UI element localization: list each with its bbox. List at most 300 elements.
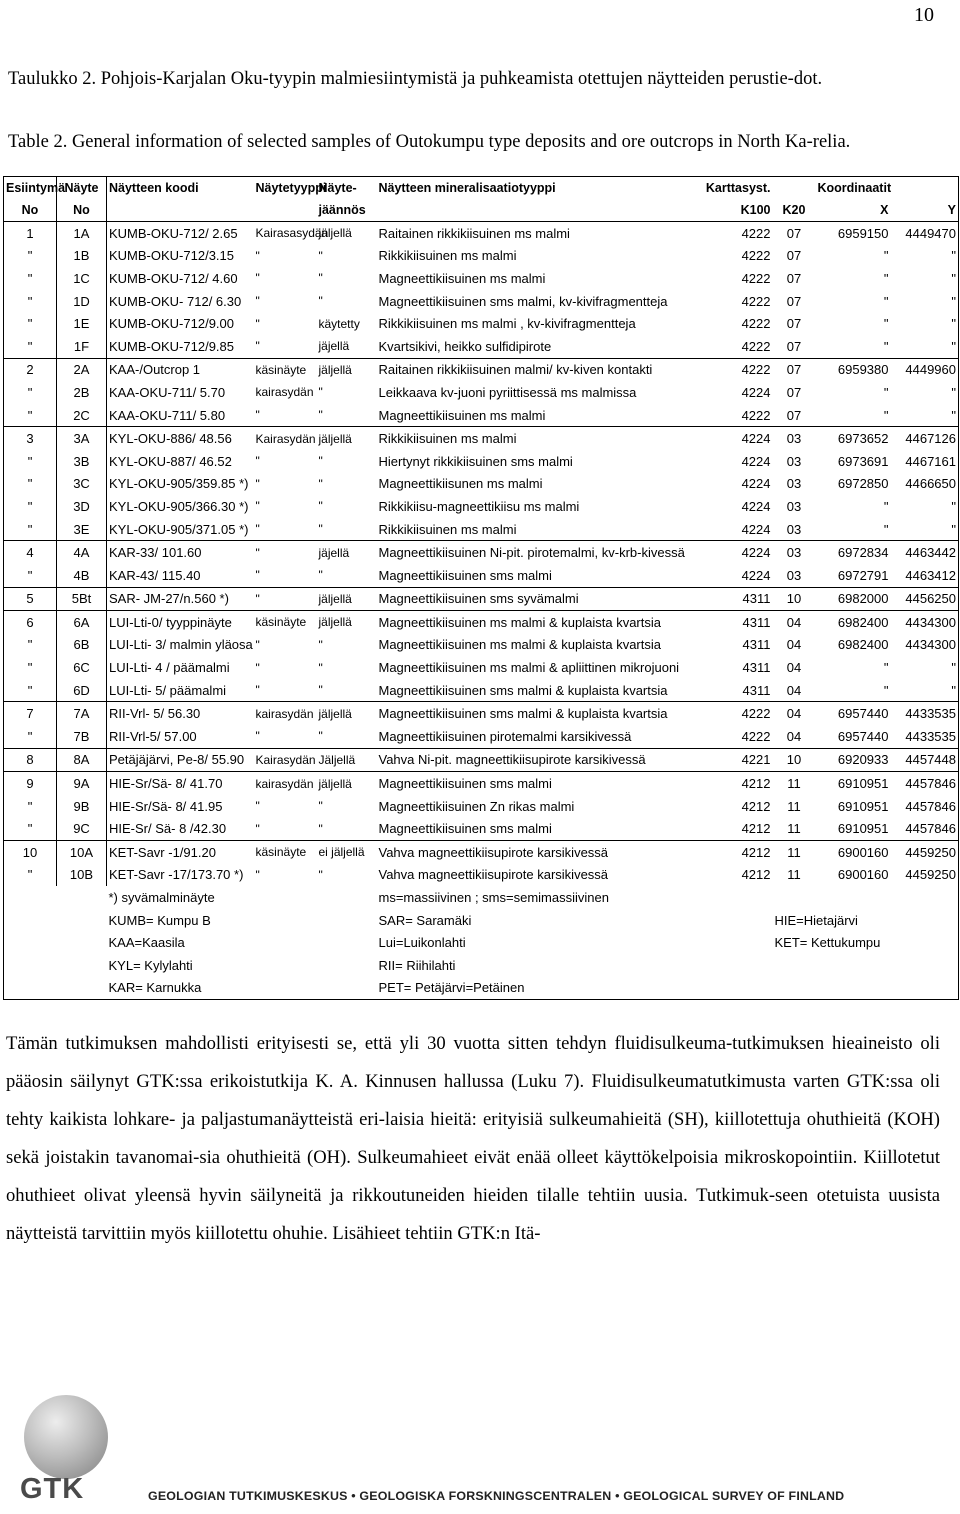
table-cell: Hiertynyt rikkikiisuinen sms malmi [378, 453, 573, 469]
header-cell [377, 199, 692, 222]
table-cell: 7A [57, 702, 107, 725]
table-cell: 6972834 [816, 541, 891, 564]
footnote-text: ms=massiivinen ; sms=semimassiivinen [378, 890, 609, 906]
table-cell: 4224 [741, 453, 771, 469]
table-cell: 4212 [692, 841, 773, 864]
table-cell: 4467126 [891, 427, 959, 450]
table-cell: 6982000 [816, 587, 891, 611]
table-cell: 4222 [692, 358, 773, 381]
table-cell: KUMB-OKU-712/ 2.65 [109, 225, 238, 241]
table-cell: 11 [773, 772, 816, 795]
table-row [4, 587, 959, 611]
table-cell: " [883, 270, 889, 286]
footnote-text: KET= Kettukumpu [774, 935, 881, 951]
table-cell: " [255, 637, 260, 652]
table-cell: 1F [57, 335, 107, 358]
table-cell: 4224 [741, 521, 771, 537]
table-row [4, 541, 959, 564]
table-cell: Magneettikiisuinen sms malmi [378, 567, 552, 583]
table-cell: Vahva magneettikiisupirote karsikivessä [378, 867, 609, 883]
table-cell: KYL-OKU-886/ 48.56 [107, 427, 254, 450]
table-cell: 03 [786, 476, 802, 492]
table-cell: Vahva magneettikiisupirote karsikivessä [377, 841, 692, 864]
table-cell: 3D [57, 495, 107, 518]
table-cell: LUI-Lti-0/ tyyppinäyte [107, 611, 254, 634]
table-cell: " [4, 267, 57, 290]
table-cell: " [318, 476, 323, 491]
table-cell: Magneettikiisuinen ms malmi [378, 407, 546, 423]
table-cell: 9C [57, 817, 107, 840]
table-cell: 10B [57, 864, 107, 887]
table-cell: 07 [773, 358, 816, 381]
table-cell: " [254, 587, 317, 611]
table-cell: 6A [57, 611, 107, 634]
table-cell: KYL-OKU-905/371.05 *) [109, 521, 249, 537]
table-row [4, 864, 959, 887]
table-cell: 4311 [742, 682, 771, 698]
table-cell: 6959380 [816, 358, 891, 381]
table-cell: " [318, 660, 323, 675]
header-cell: Koordinaatit [817, 181, 892, 195]
footnote-text: KAA=Kaasila [108, 935, 185, 951]
table-cell: 6C [57, 656, 107, 679]
table-cell: 4222 [692, 702, 773, 725]
table-cell: " [951, 248, 956, 264]
table-row [4, 358, 959, 381]
table-cell: käsinäyte [254, 358, 317, 381]
table-cell: 07 [786, 293, 802, 309]
table-cell: Magneettikiisuinen sms malmi [377, 772, 692, 795]
table-cell: 4212 [741, 821, 771, 837]
footnote-text [773, 954, 959, 977]
table-cell: 9B [57, 795, 107, 818]
header-cell: jäännös [317, 199, 377, 222]
table-cell: 4224 [741, 567, 771, 583]
table-cell: 6920933 [816, 748, 891, 772]
table-cell: 6D [57, 679, 107, 702]
table-cell: " [255, 867, 260, 882]
table-row [4, 473, 959, 496]
table-cell: KUMB-OKU-712/3.15 [109, 248, 234, 264]
table-cell: " [4, 312, 57, 335]
table-cell: " [255, 271, 260, 286]
table-cell: 6957440 [816, 702, 891, 725]
table-cell: KUMB-OKU-712/9.85 [109, 338, 234, 354]
table-cell: 1D [57, 290, 107, 313]
table-cell: 4311 [742, 660, 771, 676]
samples-table [3, 176, 959, 1000]
table-cell: 4222 [741, 248, 771, 264]
table-cell: 4A [57, 541, 107, 564]
table-cell: RII-Vrl- 5/ 56.30 [107, 702, 254, 725]
table-row [4, 702, 959, 725]
table-cell: jäljellä [317, 587, 377, 611]
footnote-text: *) syvämalminäyte [108, 890, 215, 906]
table-cell: " [883, 660, 889, 676]
table-cell: 03 [786, 521, 802, 537]
table-row [4, 817, 959, 840]
table-cell: jäjellä [317, 541, 377, 564]
table-cell: 4221 [692, 748, 773, 772]
page-number: 10 [914, 4, 934, 26]
table-cell: 6900160 [816, 841, 891, 864]
table-cell: " [4, 817, 57, 840]
footnote-text [773, 977, 959, 1000]
table-cell: 04 [786, 728, 802, 744]
header-cell [107, 199, 254, 222]
table-cell: KYL-OKU-905/366.30 *) [109, 498, 249, 514]
table-cell: 2B [57, 381, 107, 404]
table-cell: Magneettikiisuinen ms malmi [378, 270, 546, 286]
table-cell: " [255, 408, 260, 423]
table-cell: 10 [4, 841, 57, 864]
footnote-row [4, 931, 959, 954]
table-cell: KET-Savr -17/173.70 *) [109, 867, 244, 883]
table-cell: " [318, 867, 323, 882]
table-cell: 6900160 [837, 867, 889, 883]
footnote-text [773, 886, 959, 909]
table-cell: " [4, 404, 57, 427]
table-cell: Petäjäjärvi, Pe-8/ 55.90 [107, 748, 254, 772]
table-cell: " [883, 316, 889, 332]
table-cell: HIE-Sr/ Sä- 8 /42.30 [109, 821, 227, 837]
table-cell: " [883, 682, 889, 698]
table-cell: KYL-OKU-905/359.85 *) [109, 476, 249, 492]
table-cell: LUI-Lti- 3/ malmin yläosa [109, 637, 253, 653]
table-cell: 4212 [741, 867, 771, 883]
table-cell: 10 [773, 748, 816, 772]
table-cell: Magneettikiisuinen Zn rikas malmi [378, 798, 575, 814]
table-cell: Magneettikiisuinen sms malmi & kuplaista kvartsia [378, 682, 668, 698]
table-cell: KUMB-OKU-712/ 4.60 [109, 270, 238, 286]
header-cell: Näyte- [318, 181, 357, 195]
table-cell: 4433535 [891, 702, 959, 725]
table-cell: 4 [4, 541, 57, 564]
table-cell: " [951, 338, 956, 354]
table-cell: Magneettikiisuinen ms malmi & kuplaista kvartsia [378, 637, 661, 653]
table-cell: 03 [773, 427, 816, 450]
table-caption-finnish: Taulukko 2. Pohjois-Karjalan Oku-tyypin malmiesiintymistä ja puhkeamista otettujen näytteiden perustie-dot. [8, 69, 823, 89]
table-cell: 8 [4, 748, 57, 772]
table-cell: 07 [786, 338, 802, 354]
table-row [4, 290, 959, 313]
table-cell: Rikkikiisuinen ms malmi [378, 248, 517, 264]
table-cell: " [318, 568, 323, 583]
table-cell: Kairasydän [254, 748, 317, 772]
table-cell: RII-Vrl-5/ 57.00 [109, 728, 197, 744]
table-cell: Magneettikiisuinen sms syvämalmi [377, 587, 692, 611]
table-cell: Rikkikiisu-magneettikiisu ms malmi [378, 498, 580, 514]
table-cell: KAR-43/ 115.40 [109, 567, 201, 583]
table-cell: " [318, 408, 323, 423]
table-cell: 3B [57, 450, 107, 473]
table-cell: 6982400 [816, 611, 891, 634]
table-row [4, 427, 959, 450]
table-cell: 5 [4, 587, 57, 611]
table-cell: 04 [786, 682, 802, 698]
table-cell: ei jäljellä [317, 841, 377, 864]
table-cell: 1A [57, 222, 107, 245]
table-cell: 07 [786, 270, 802, 286]
table-cell: 6 [4, 611, 57, 634]
table-cell: " [4, 495, 57, 518]
table-cell: Kairasydän [254, 427, 317, 450]
table-cell: 4224 [741, 476, 771, 492]
table-cell: käytetty [318, 316, 360, 331]
header-cell: No [4, 199, 57, 222]
table-cell: 07 [786, 225, 802, 241]
table-cell: 4457846 [905, 821, 956, 837]
table-cell: 4456250 [891, 587, 959, 611]
table-header-row [4, 177, 959, 200]
footnote-text: KYL= Kylylahti [108, 957, 193, 973]
footnote-spacer [4, 977, 107, 1000]
footnote-spacer [4, 954, 107, 977]
table-cell: " [4, 245, 57, 268]
table-cell: 8A [57, 748, 107, 772]
table-cell: 6910951 [837, 821, 889, 837]
table-cell: 4457846 [891, 772, 959, 795]
table-cell: 4434300 [905, 637, 956, 653]
gtk-globe-icon [24, 1395, 108, 1479]
table-cell: 2 [4, 358, 57, 381]
table-cell: 4222 [741, 270, 771, 286]
table-row [4, 335, 959, 358]
table-cell: 4B [57, 564, 107, 587]
footnote-text: HIE=Hietajärvi [774, 912, 858, 928]
table-cell: 2C [57, 404, 107, 427]
table-cell: " [951, 293, 956, 309]
table-row [4, 656, 959, 679]
table-cell: LUI-Lti- 5/ päämalmi [109, 682, 227, 698]
table-cell: HIE-Sr/Sä- 8/ 41.70 [107, 772, 254, 795]
table-cell: " [4, 656, 57, 679]
table-cell: " [255, 660, 260, 675]
table-cell: Leikkaava kv-juoni pyriittisessä ms malmissa [378, 384, 637, 400]
table-cell: kairasydän [254, 702, 317, 725]
table-cell: " [318, 683, 323, 698]
table-cell: 10A [57, 841, 107, 864]
body-paragraph: Tämän tutkimuksen mahdollisti erityisesti se, että yli 30 vuotta sitten tehdyn fluidisulkeuma-tutkimuksen hieaineisto oli pääosin säilynyt GTK:ssa erikoistutkija K. A. Kinnusen hallussa (Luku 7). Fluidisulkeumatutkimusta varten GTK:ssa oli tehty kaikista lohkare- ja paljastumanäytteistä eri-laisia hieitä: erityisiä sulkeumahieitä (SH), kiillotettuja ohuthieitä (KOH) sekä joistakin tavanomai-sia ohuthieitä (OH). Sulkeumahieet eivät enää olleet käyttökelpoisia mikroskopointiin. Kiillotetut ohuthieet olivat yleensä hyvin säilyneitä ja rikkoutuneiden hieiden tilalle tehtiin uusia. Tutkimuk-seen otetuista uusista näytteistä tarvittiin myös kiillotettu ohuhie. Lisähieet tehtiin GTK:n Itä- [6, 1033, 940, 1244]
table-cell: " [4, 335, 57, 358]
table-cell: 4463412 [905, 567, 956, 583]
table-cell: 4463442 [891, 541, 959, 564]
table-cell: " [255, 522, 260, 537]
table-cell: 3 [4, 427, 57, 450]
table-cell: " [4, 679, 57, 702]
table-cell: " [883, 498, 889, 514]
table-row [4, 795, 959, 818]
table-cell: " [318, 637, 323, 652]
table-cell: 2A [57, 358, 107, 381]
table-cell: HIE-Sr/Sä- 8/ 41.95 [109, 798, 223, 814]
table-cell: " [883, 407, 889, 423]
table-cell: " [883, 384, 889, 400]
table-cell: Rikkikiisuinen ms malmi [378, 521, 517, 537]
footnote-row [4, 909, 959, 932]
table-cell: 4222 [741, 338, 771, 354]
table-cell: jäljellä [317, 702, 377, 725]
table-cell: 6973652 [816, 427, 891, 450]
table-cell: " [255, 683, 260, 698]
table-cell: " [318, 385, 323, 400]
table-row [4, 679, 959, 702]
table-cell: 4224 [741, 498, 771, 514]
table-cell: Kvartsikivi, heikko sulfidipirote [378, 338, 552, 354]
footnote-text: KUMB= Kumpu B [108, 912, 211, 928]
table-cell: 07 [786, 248, 802, 264]
header-cell: Näyte [57, 177, 107, 200]
table-cell: jäljellä [317, 427, 377, 450]
table-cell: 03 [786, 498, 802, 514]
table-cell: " [318, 522, 323, 537]
table-cell: Kairasasydän [255, 226, 329, 241]
table-cell: Magneettikiisuinen sms malmi, kv-kivifragmentteja [378, 293, 668, 309]
table-cell: 3E [57, 518, 107, 541]
table-cell: 10 [773, 587, 816, 611]
table-row [4, 404, 959, 427]
table-cell: " [4, 518, 57, 541]
footnote-row [4, 977, 959, 1000]
table-row [4, 772, 959, 795]
table-cell: Magneettikiisuinen ms malmi & kuplaista kvartsia [377, 611, 692, 634]
header-cell: Näytetyyppi [255, 181, 327, 195]
table-cell: " [318, 294, 323, 309]
table-cell: 6982400 [837, 637, 889, 653]
table-cell: " [4, 450, 57, 473]
footnote-text: PET= Petäjärvi=Petäinen [378, 980, 525, 996]
table-cell: " [4, 564, 57, 587]
header-cell: No [57, 199, 107, 222]
table-cell: Magneettikiisuinen Ni-pit. pirotemalmi, kv-krb-kivessä [377, 541, 692, 564]
table-cell: 9A [57, 772, 107, 795]
table-cell: 5Bt [57, 587, 107, 611]
table-cell: 6972791 [837, 567, 889, 583]
table-cell: 4212 [741, 798, 771, 814]
table-cell: " [951, 316, 956, 332]
header-cell: K100 [692, 199, 773, 222]
table-cell: 4222 [741, 728, 771, 744]
table-row [4, 450, 959, 473]
table-cell: 4222 [741, 293, 771, 309]
table-cell: " [255, 316, 260, 331]
table-cell: jäjellä [318, 339, 350, 354]
table-cell: 6959150 [837, 225, 889, 241]
table-cell: " [318, 499, 323, 514]
table-cell: 4459250 [891, 841, 959, 864]
table-row [4, 748, 959, 772]
table-cell: 07 [786, 384, 802, 400]
table-cell: " [255, 568, 260, 583]
table-cell: " [4, 634, 57, 657]
table-cell: Raitainen rikkikiisuinen ms malmi [378, 225, 570, 241]
table-cell: KAR-33/ 101.60 [107, 541, 254, 564]
table-cell: KYL-OKU-887/ 46.52 [109, 453, 232, 469]
table-cell: 3A [57, 427, 107, 450]
table-cell: 11 [787, 821, 801, 837]
table-cell: 4434300 [891, 611, 959, 634]
table-cell: jäljellä [317, 358, 377, 381]
table-row [4, 564, 959, 587]
table-cell: " [255, 799, 260, 814]
table-cell: " [4, 864, 57, 887]
table-header-row [4, 199, 959, 222]
table-caption-english: Table 2. General information of selected samples of Outokumpu type deposits and ore outcrops in North Ka-relia. [8, 132, 851, 152]
table-cell: 9 [4, 772, 57, 795]
table-row [4, 222, 959, 245]
table-row [4, 245, 959, 268]
header-cell [891, 177, 959, 200]
header-cell: K20 [773, 199, 816, 222]
footnote-row [4, 886, 959, 909]
table-cell: 03 [773, 541, 816, 564]
page-footer [0, 1385, 960, 1514]
table-cell: 4224 [692, 541, 773, 564]
table-cell: Jäljellä [317, 748, 377, 772]
table-cell: jäljellä [317, 611, 377, 634]
table-cell: Raitainen rikkikiisuinen malmi/ kv-kiven kontakti [377, 358, 692, 381]
table-cell: " [318, 729, 323, 744]
table-cell: Rikkikiisuinen ms malmi [377, 427, 692, 450]
table-cell: 11 [787, 867, 801, 883]
table-cell: " [4, 290, 57, 313]
table-cell: " [318, 454, 323, 469]
header-cell [254, 199, 317, 222]
table-cell: 4449960 [891, 358, 959, 381]
table-cell: " [951, 682, 956, 698]
table-cell: käsinäyte [254, 841, 317, 864]
table-row [4, 518, 959, 541]
table-cell: jäljellä [317, 772, 377, 795]
table-cell: 3C [57, 473, 107, 496]
footnote-row [4, 954, 959, 977]
table-cell: " [951, 521, 956, 537]
table-cell: 04 [786, 660, 802, 676]
table-cell: 4311 [742, 637, 771, 653]
table-cell: " [4, 795, 57, 818]
table-cell: 1C [57, 267, 107, 290]
header-cell [773, 177, 816, 200]
table-cell: 7B [57, 725, 107, 748]
table-cell: " [318, 821, 323, 836]
table-cell: " [883, 293, 889, 309]
header-cell: X [816, 199, 891, 222]
table-row [4, 634, 959, 657]
table-cell: 04 [773, 702, 816, 725]
table-cell: " [951, 384, 956, 400]
footnote-text: RII= Riihilahti [378, 957, 456, 973]
table-cell: 03 [786, 453, 802, 469]
table-cell: jäljellä [318, 226, 352, 241]
table-cell: KAA-/Outcrop 1 [107, 358, 254, 381]
table-cell: " [883, 521, 889, 537]
table-cell: " [254, 541, 317, 564]
table-cell: 4224 [741, 384, 771, 400]
table-cell: " [255, 339, 260, 354]
table-cell: 6910951 [816, 772, 891, 795]
table-cell: 7 [4, 702, 57, 725]
table-cell: KUMB-OKU- 712/ 6.30 [109, 293, 242, 309]
table-cell: " [951, 498, 956, 514]
table-cell: 4222 [741, 225, 771, 241]
footnote-text: Lui=Luikonlahti [378, 935, 466, 951]
footnote-text: SAR= Saramäki [378, 912, 472, 928]
header-cell: Karttasyst. [705, 181, 771, 195]
table-cell: " [318, 271, 323, 286]
table-cell: " [951, 270, 956, 286]
table-cell: 4212 [692, 772, 773, 795]
table-row [4, 381, 959, 404]
